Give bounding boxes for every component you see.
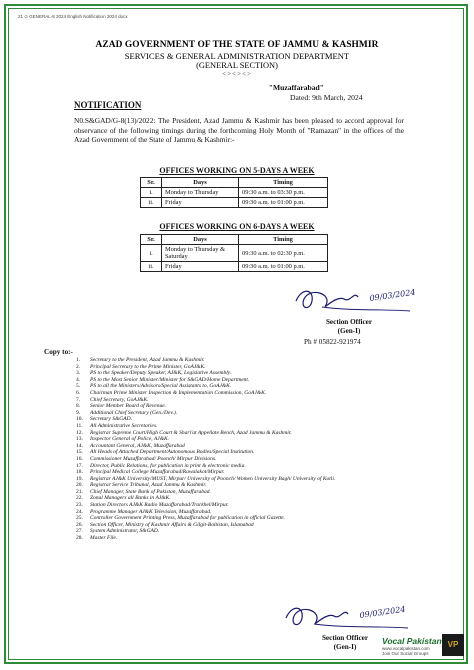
list-item-text: Station Directors AJ&K Radio Muzaffarabad/Trarkhel/Mirpur. — [90, 502, 229, 509]
col-timing: Timing — [239, 178, 328, 188]
list-item-text: Chief Secretary, GoAJ&K. — [90, 396, 149, 403]
list-item-number: 20. — [76, 482, 83, 489]
list-item-text: System Administrator, S&GAD. — [90, 528, 160, 535]
list-item-number: 13. — [76, 436, 83, 443]
list-item-number: 2. — [76, 363, 81, 370]
list-item-text: Director, Public Relations, for publication in print & electronic media. — [90, 462, 246, 469]
list-item-number: 24. — [76, 508, 83, 515]
list-item-number: 21. — [76, 488, 83, 495]
list-item-number: 19. — [76, 475, 83, 482]
list-item-text: Commissioner Muzaffarabad/ Poonch/ Mirpur Divisions. — [90, 455, 217, 462]
list-item-number: 16. — [76, 455, 83, 462]
col-days: Days — [162, 178, 239, 188]
list-item — [76, 423, 376, 430]
table-row — [141, 245, 328, 262]
list-item — [76, 364, 376, 371]
signature-date-handwriting: 09/03/2024 — [359, 604, 406, 620]
table-row — [141, 262, 328, 272]
list-item-number: 15. — [76, 449, 83, 456]
list-item — [76, 476, 376, 483]
place-name: "Muzaffarabad" — [268, 83, 324, 92]
cell-days: Friday — [162, 262, 239, 272]
list-item-text: All Heads of Attached Department/Autonomous Bodies/Special Institution. — [90, 449, 255, 456]
list-item-text: Zonal Managers all Banks in AJ&K. — [90, 495, 171, 502]
list-item-text: Registrar Supreme Court/High Court & Shari'at Appellate Bench, Azad Jammu & Kashmir. — [90, 429, 292, 436]
list-item-text: Programme Manager AJ&K Television, Muzaffarabad. — [90, 508, 212, 515]
watermark — [382, 636, 442, 656]
list-item — [76, 416, 376, 423]
signatory-subtitle: (Gen-I) — [333, 643, 357, 651]
list-item — [76, 482, 376, 489]
list-item — [76, 410, 376, 417]
cell-timing: 09:30 a.m. to 01:00 p.m. — [239, 198, 328, 208]
brand-logo: VP — [442, 634, 464, 656]
list-item-number: 28. — [76, 535, 83, 542]
table-5day-title: OFFICES WORKING ON 5-DAYS A WEEK — [159, 166, 315, 175]
list-item-text: Controller Government Printing Press, Muzaffarabad for publication in official Gazette. — [90, 515, 285, 522]
list-item-number: 4. — [76, 376, 81, 383]
list-item — [76, 370, 376, 377]
signature-scribble — [292, 281, 432, 317]
notification-title: NOTIFICATION — [74, 100, 142, 110]
list-item-number: 17. — [76, 462, 83, 469]
list-item-number: 27. — [76, 528, 83, 535]
list-item-text: Principal Secretary to the Prime Minister, GoAJ&K. — [90, 363, 206, 370]
signature-date-handwriting: 09/03/2024 — [369, 287, 416, 303]
list-item — [76, 403, 376, 410]
signatory-subtitle: (Gen-I) — [337, 327, 361, 335]
list-item-number: 18. — [76, 469, 83, 476]
letterhead-government: AZAD GOVERNMENT OF THE STATE OF JAMMU & KASHMIR — [95, 40, 379, 50]
list-item — [76, 528, 376, 535]
list-item-number: 12. — [76, 429, 83, 436]
list-item-text: Registrar Service Tribunal, Azad Jammu & Kashmir. — [90, 482, 207, 489]
list-item-text: Secretary to the President, Azad Jammu & Kashmir. — [90, 357, 205, 363]
list-item-text: PS to the Most Senior Minister/Minister for S&GAD/Home Department. — [90, 376, 250, 383]
signatory-title: Section Officer — [321, 634, 369, 642]
col-days: Days — [162, 235, 239, 245]
list-item-number: 14. — [76, 442, 83, 449]
list-item-text: Master File. — [90, 535, 118, 542]
date-line: Dated: 9th March, 2024 — [290, 93, 363, 102]
list-item-number: 1. — [76, 357, 81, 363]
list-item-text: All Administrative Secretaries. — [90, 422, 158, 429]
list-item — [76, 357, 376, 364]
cell-sr: ii. — [141, 198, 162, 208]
list-item — [76, 456, 376, 463]
signature-scribble-2 — [280, 596, 430, 634]
list-item-text: Principal Medical College Muzaffarabad/Rawalakot/Mirpur. — [90, 469, 225, 476]
cell-days: Monday to Thursday & Saturday — [162, 245, 239, 262]
list-item — [76, 535, 376, 542]
list-item — [76, 469, 376, 476]
list-item — [76, 436, 376, 443]
list-item — [76, 522, 376, 529]
list-item-text: Secretary S&GAD. — [90, 416, 132, 423]
cell-sr: i. — [141, 245, 162, 262]
cell-days: Monday to Thursday — [162, 188, 239, 198]
list-item-number: 23. — [76, 502, 83, 509]
copy-to-label: Copy to:- — [44, 348, 73, 356]
list-item-text: Registrar AJ&K University/MUST, Mirpur/ University of Poonch/ Women University Bagh/ University of Kotli. — [90, 475, 336, 482]
list-item-number: 22. — [76, 495, 83, 502]
list-item-text: Inspector General of Police, AJ&K. — [90, 436, 170, 443]
list-item — [76, 377, 376, 384]
col-timing: Timing — [239, 235, 328, 245]
cell-sr: ii. — [141, 262, 162, 272]
list-item — [76, 502, 376, 509]
letterhead-department: SERVICES & GENERAL ADMINISTRATION DEPARTMENT — [124, 51, 350, 61]
list-item — [76, 383, 376, 390]
list-item-text: Accountant General, AJ&K, Muzaffarabad — [90, 442, 185, 449]
notification-body: N0.S&GAD/G-8(13)/2022: The President, Azad Jammu & Kashmir has been pleased to accord approval for observance of the following timings during the forthcoming Holy Month of "Ramazan" in the offices of the Azad Government of the State of Jammu & Kashmir:- — [74, 116, 404, 145]
col-sr: Sr. — [141, 235, 162, 245]
table-row — [141, 198, 328, 208]
table-header-row — [141, 235, 328, 245]
cell-timing: 09:30 a.m. to 01:00 p.m. — [239, 262, 328, 272]
list-item-number: 3. — [76, 370, 81, 377]
col-sr: Sr. — [141, 178, 162, 188]
list-item-text: Section Officer, Ministry of Kashmir Affairs & Gilgit-Baltistan, Islamabad — [90, 521, 254, 528]
letterhead-ornament: <><><> — [222, 70, 252, 78]
list-item — [76, 449, 376, 456]
print-header-line: 21 ⊙ GENERAL-8 2024 English Notification 2024 docx — [18, 14, 128, 19]
cell-days: Friday — [162, 198, 239, 208]
list-item — [76, 390, 376, 397]
watermark-tagline: Join Our Social Groups — [382, 651, 429, 656]
list-item-number: 11. — [76, 422, 83, 429]
list-item-text: Additional Chief Secretary (Gen./Dev.). — [90, 409, 178, 416]
list-item-text: Senior Member Board of Revenue. — [90, 403, 167, 410]
list-item — [76, 515, 376, 522]
cell-timing: 09:30 a.m. to 03:30 p.m. — [239, 188, 328, 198]
signatory-title: Section Officer — [325, 318, 373, 326]
table-row — [141, 188, 328, 198]
timing-table-6day — [140, 234, 328, 272]
watermark-brand: Vocal Pakistan — [382, 636, 442, 646]
table-header-row — [141, 178, 328, 188]
list-item-text: PS to the Speaker/Deputy Speaker, AJ&K, Legislative Assembly. — [90, 370, 232, 377]
phone-number: Ph # 05822-921974 — [304, 338, 361, 346]
list-item-number: 5. — [76, 383, 81, 390]
cell-sr: i. — [141, 188, 162, 198]
list-item-number: 26. — [76, 521, 83, 528]
list-item-number: 25. — [76, 515, 83, 522]
cell-timing: 09:30 a.m. to 02:30 p.m. — [239, 245, 328, 262]
copy-to-list — [76, 357, 376, 542]
list-item-text: Chief Manager, State Bank of Pakistan, Muzaffarabad. — [90, 488, 211, 495]
list-item-text: Chairman Prime Minister Inspection & Implementation Commission, GoAJ&K. — [90, 389, 267, 396]
list-item-text: PS to all the Ministers/Advisors/Special Assistants to, GoAJ&K. — [90, 383, 232, 390]
list-item-number: 8. — [76, 403, 81, 410]
list-item — [76, 489, 376, 496]
list-item-number: 6. — [76, 389, 81, 396]
timing-table-5day — [140, 177, 328, 208]
list-item-number: 9. — [76, 409, 81, 416]
table-6day-title: OFFICES WORKING ON 6-DAYS A WEEK — [159, 222, 315, 231]
list-item-number: 7. — [76, 396, 81, 403]
watermark-url: www.vocalpakistan.com — [382, 646, 430, 651]
letterhead-section: (GENERAL SECTION) — [196, 61, 278, 70]
list-item-number: 10. — [76, 416, 83, 423]
